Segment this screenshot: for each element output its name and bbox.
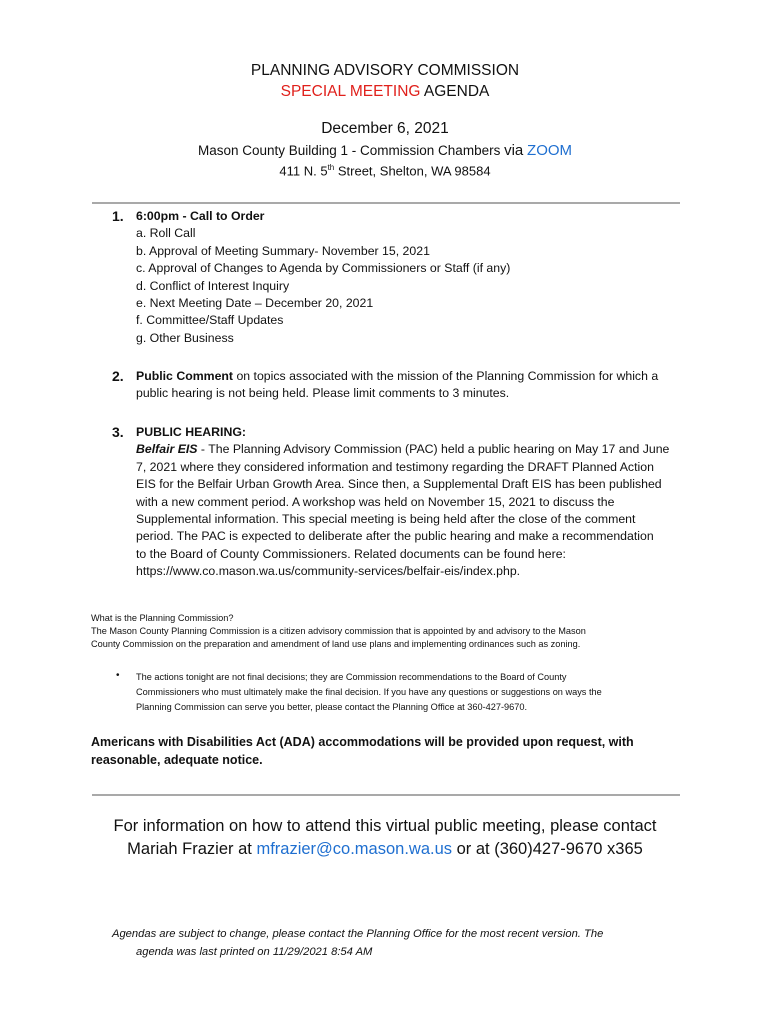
email-link[interactable]: mfrazier@co.mason.wa.us — [256, 840, 453, 858]
document-subtitle — [0, 82, 770, 102]
footer-note — [112, 925, 692, 961]
about-question: What is the Planning Commission? — [91, 613, 234, 623]
location-text: Mason County Building 1 - Commission Chambers — [197, 143, 501, 158]
bullet-line: Commissioners who must ultimately make the final decision. If you have any questions or suggestions on ways the — [136, 687, 602, 697]
contact-name: Mariah Frazier at — [127, 840, 257, 858]
item-text: 7, 2021 where they considered information and testimony regarding the DRAFT Planned Action — [136, 459, 654, 474]
bullet-line: The actions tonight are not final decisions; they are Commission recommendations to the Board of County — [136, 672, 567, 682]
meeting-location — [0, 142, 770, 159]
divider — [92, 202, 680, 204]
address-number: 411 N. 5 — [279, 163, 328, 179]
item-text: - The Planning Advisory Commission (PAC) held a public hearing on May 17 and June — [197, 442, 670, 457]
subitem: g. Other Business — [136, 330, 234, 345]
address-suffix: th — [327, 163, 335, 172]
documents-link[interactable]: https://www.co.mason.wa.us/community-services/belfair-eis/index.php. — [136, 564, 521, 579]
address-street: Street, Shelton, WA 98584 — [334, 163, 491, 179]
item-subtitle: Belfair EIS — [136, 442, 198, 457]
item-text: on topics associated with the mission of the Planning Commission for which a — [233, 369, 659, 383]
about-text: County Commission on the preparation and amendment of land use plans and implementing ordinances such as zoning. — [91, 639, 581, 649]
about-bullet — [136, 670, 676, 715]
contact-phone: or at (360)427-9670 x365 — [452, 840, 643, 858]
item-title: PUBLIC HEARING: — [136, 425, 246, 439]
item-title: 6:00pm - Call to Order — [136, 209, 265, 223]
item-text: period. The PAC is expected to deliberate after the public hearing and make a recommendation — [136, 529, 654, 544]
item-number: 1. — [112, 208, 124, 224]
contact-line: For information on how to attend this virtual public meeting, please contact — [113, 817, 657, 835]
about-section — [91, 612, 676, 651]
item-number: 3. — [112, 424, 124, 440]
document-title: PLANNING ADVISORY COMMISSION — [250, 62, 520, 79]
subitem: a. Roll Call — [136, 226, 196, 241]
subitem: d. Conflict of Interest Inquiry — [136, 278, 290, 293]
ada-line: Americans with Disabilities Act (ADA) accommodations will be provided upon request, with — [91, 735, 634, 749]
special-meeting-label: SPECIAL MEETING — [280, 83, 421, 100]
meeting-address — [0, 163, 770, 178]
item-text: Supplemental information. This special meeting is being held after the close of the comment — [136, 512, 636, 527]
item-text: with a new comment period. A workshop was held on November 15, 2021 to discuss the — [136, 494, 615, 509]
agenda-item-1 — [112, 208, 682, 347]
divider — [92, 794, 680, 796]
bullet-line: Planning Commission can serve you better, please contact the Planning Office at 360-427-9670. — [136, 702, 528, 712]
item-title: Public Comment — [136, 369, 234, 383]
bullet-icon: • — [116, 670, 120, 681]
subitem: f. Committee/Staff Updates — [136, 313, 284, 328]
item-number: 2. — [112, 368, 124, 384]
item-text: public hearing is not being held. Please limit comments to 3 minutes. — [136, 386, 510, 401]
item-text: EIS for the Belfair Urban Growth Area. Since then, a Supplemental Draft EIS has been published — [136, 477, 662, 492]
ada-line: reasonable, adequate notice. — [91, 753, 263, 767]
ada-notice — [91, 733, 651, 769]
footer-line: agenda was last printed on 11/29/2021 8:54 AM — [136, 946, 373, 958]
item-text: to the Board of County Commissioners. Related documents can be found here: — [136, 546, 566, 561]
agenda-item-3 — [112, 424, 682, 581]
subitem: e. Next Meeting Date – December 20, 2021 — [136, 296, 374, 311]
zoom-link[interactable]: ZOOM — [527, 142, 573, 159]
about-text: The Mason County Planning Commission is a citizen advisory commission that is appointed by and advisory to the Mason — [91, 626, 586, 636]
meeting-date: December 6, 2021 — [321, 120, 449, 137]
contact-info — [0, 815, 770, 861]
subitem: c. Approval of Changes to Agenda by Commissioners or Staff (if any) — [136, 261, 511, 276]
subitem: b. Approval of Meeting Summary- November 15, 2021 — [136, 243, 430, 258]
agenda-item-2 — [112, 368, 687, 403]
footer-line: Agendas are subject to change, please contact the Planning Office for the most recent version. The — [112, 928, 604, 940]
agenda-label: AGENDA — [423, 83, 490, 100]
via-text: via — [504, 142, 524, 159]
